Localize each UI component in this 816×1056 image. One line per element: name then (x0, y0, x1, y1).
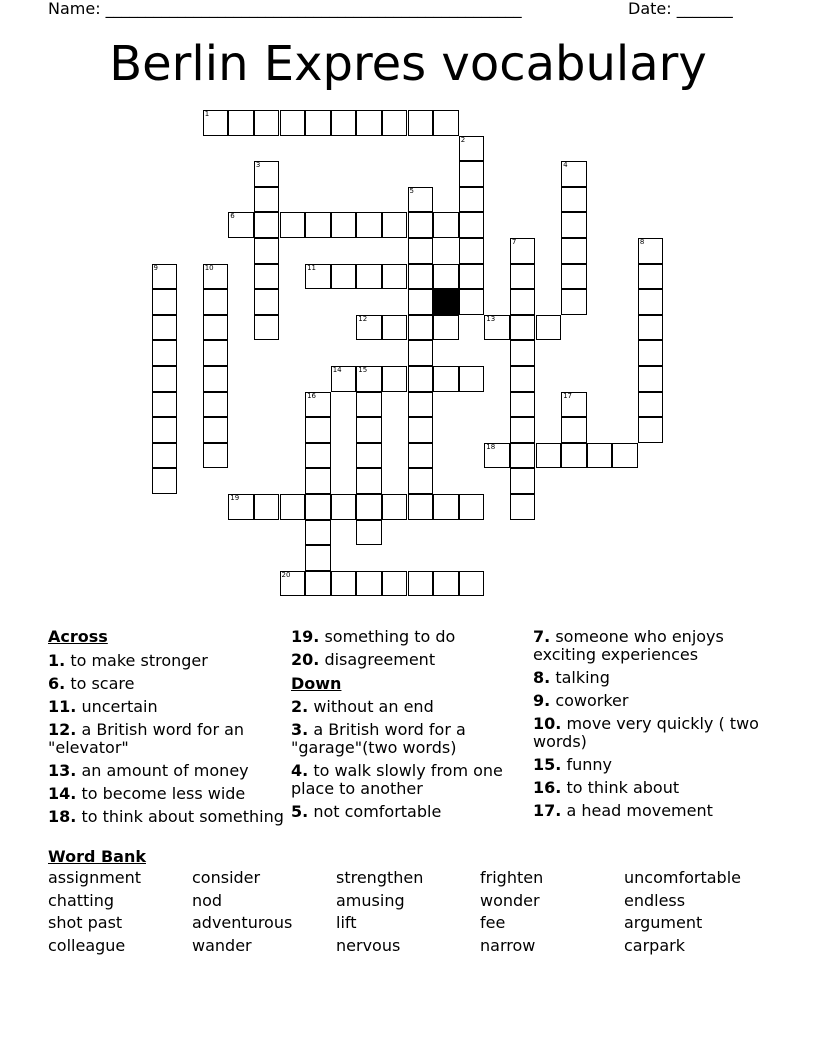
grid-cell[interactable] (356, 417, 382, 443)
grid-cell[interactable] (638, 366, 664, 392)
grid-cell[interactable] (254, 289, 280, 315)
grid-cell[interactable] (382, 366, 408, 392)
grid-cell[interactable] (638, 392, 664, 418)
grid-cell[interactable] (254, 494, 280, 520)
word-bank-word: strengthen (336, 868, 424, 887)
grid-cell[interactable] (510, 289, 536, 315)
grid-cell[interactable] (203, 315, 229, 341)
clue-down-5: 5. not comfortable (291, 802, 442, 821)
grid-cell[interactable] (510, 366, 536, 392)
grid-cell[interactable] (459, 571, 485, 597)
grid-cell[interactable] (408, 187, 434, 213)
clue-down-8: 8. talking (533, 668, 610, 687)
page-title: Berlin Expres vocabulary (109, 36, 707, 92)
grid-cell[interactable] (408, 264, 434, 290)
grid-cell[interactable] (152, 315, 178, 341)
black-square (433, 289, 459, 315)
word-bank-word: adventurous (192, 913, 293, 932)
grid-cell[interactable] (408, 212, 434, 238)
clues-column-2 (291, 628, 531, 826)
grid-cell[interactable] (459, 136, 485, 162)
clue-down-9: 9. coworker (533, 691, 629, 710)
grid-cell[interactable] (433, 571, 459, 597)
word-bank-word: endless (624, 890, 686, 910)
grid-cell[interactable] (382, 494, 408, 520)
grid-cell[interactable] (280, 494, 306, 520)
grid-cell[interactable] (408, 392, 434, 418)
grid-cell[interactable] (408, 340, 434, 366)
clue-across-11: 11. uncertain (48, 697, 158, 716)
clue-down-10: 10. move very quickly ( two words) (533, 714, 759, 751)
grid-cell[interactable] (254, 238, 280, 264)
clue-across-18: 18. to think about something (48, 807, 284, 826)
grid-cell[interactable] (305, 545, 331, 571)
clue-number: 20 (281, 570, 291, 579)
grid-cell[interactable] (561, 392, 587, 418)
grid-cell[interactable] (408, 315, 434, 341)
grid-cell[interactable] (280, 212, 306, 238)
grid-cell[interactable] (536, 443, 562, 469)
word-bank-word: wonder (480, 890, 540, 910)
grid-cell[interactable] (587, 443, 613, 469)
grid-cell[interactable] (331, 366, 357, 392)
grid-cell[interactable] (152, 264, 178, 290)
grid-cell[interactable] (561, 417, 587, 443)
grid-cell[interactable] (433, 494, 459, 520)
clue-number: 19 (230, 494, 240, 502)
grid-cell[interactable] (561, 264, 587, 290)
grid-cell[interactable] (203, 264, 229, 290)
grid-cell[interactable] (228, 494, 254, 520)
grid-cell[interactable] (408, 110, 434, 136)
grid-cell[interactable] (382, 571, 408, 597)
grid-cell[interactable] (203, 443, 229, 469)
grid-cell[interactable] (638, 238, 664, 264)
grid-cell[interactable] (484, 443, 510, 469)
grid-cell[interactable] (356, 110, 382, 136)
clue-number: 8 (639, 238, 645, 246)
grid-cell[interactable] (203, 366, 229, 392)
clue-number: 4 (563, 161, 568, 170)
clue-down-2: 2. without an end (291, 697, 434, 716)
grid-cell[interactable] (331, 571, 357, 597)
grid-cell[interactable] (408, 366, 434, 392)
grid-cell[interactable] (280, 571, 306, 597)
grid-cell[interactable] (305, 392, 331, 418)
clue-number: 17 (563, 391, 573, 400)
clues-column-3 (533, 628, 773, 825)
clue-number: 1 (204, 110, 210, 118)
grid-cell[interactable] (433, 264, 459, 290)
grid-cell[interactable] (433, 212, 459, 238)
grid-cell[interactable] (152, 468, 178, 494)
grid-cell[interactable] (254, 264, 280, 290)
clue-across-14: 14. to become less wide (48, 784, 246, 803)
grid-cell[interactable] (510, 392, 536, 418)
grid-cell[interactable] (152, 392, 178, 418)
grid-cell[interactable] (433, 315, 459, 341)
grid-cell[interactable] (331, 212, 357, 238)
grid-cell[interactable] (459, 161, 485, 187)
clue-number: 18 (486, 442, 496, 451)
grid-cell[interactable] (254, 187, 280, 213)
grid-cell[interactable] (305, 264, 331, 290)
clue-number: 7 (511, 238, 517, 246)
grid-cell[interactable] (356, 443, 382, 469)
grid-cell[interactable] (356, 468, 382, 494)
grid-cell[interactable] (382, 212, 408, 238)
word-bank-word: wander (192, 935, 252, 955)
grid-cell[interactable] (459, 494, 485, 520)
word-bank-word: uncomfortable (624, 868, 741, 887)
grid-cell[interactable] (510, 468, 536, 494)
grid-cell[interactable] (536, 315, 562, 341)
grid-cell[interactable] (203, 289, 229, 315)
clue-across-6: 6. to scare (48, 674, 135, 693)
word-bank-word: assignment (48, 868, 142, 887)
grid-cell[interactable] (254, 110, 280, 136)
grid-cell[interactable] (280, 110, 306, 136)
word-bank-word: chatting (48, 890, 115, 910)
grid-cell[interactable] (561, 161, 587, 187)
grid-cell[interactable] (638, 289, 664, 315)
clue-number: 2 (460, 135, 466, 144)
clue-across-13: 13. an amount of money (48, 761, 249, 780)
grid-cell[interactable] (152, 340, 178, 366)
across-heading: Across (48, 627, 108, 646)
grid-cell[interactable] (638, 315, 664, 341)
grid-cell[interactable] (356, 571, 382, 597)
grid-cell[interactable] (510, 238, 536, 264)
clue-down-3: 3. a British word for a "garage"(two words) (291, 720, 466, 757)
grid-cell[interactable] (510, 264, 536, 290)
word-bank-word: fee (480, 913, 506, 932)
grid-cell[interactable] (356, 366, 382, 392)
grid-cell[interactable] (459, 238, 485, 264)
grid-cell[interactable] (408, 468, 434, 494)
grid-cell[interactable] (433, 366, 459, 392)
clue-across-12: 12. a British word for an "elevator" (48, 720, 245, 757)
grid-cell[interactable] (203, 110, 229, 136)
clues-column-1 (48, 628, 288, 831)
grid-cell[interactable] (561, 238, 587, 264)
word-bank-heading: Word Bank (48, 847, 147, 866)
grid-cell[interactable] (561, 443, 587, 469)
grid-cell[interactable] (638, 264, 664, 290)
down-heading: Down (291, 674, 342, 693)
grid-cell[interactable] (203, 417, 229, 443)
grid-cell[interactable] (305, 110, 331, 136)
grid-cell[interactable] (305, 494, 331, 520)
word-bank-word: lift (336, 913, 357, 932)
grid-cell[interactable] (305, 443, 331, 469)
grid-cell[interactable] (510, 417, 536, 443)
clue-number: 12 (358, 314, 368, 323)
word-bank-word: carpark (624, 935, 685, 955)
grid-cell[interactable] (510, 443, 536, 469)
grid-cell[interactable] (152, 417, 178, 443)
grid-cell[interactable] (561, 212, 587, 238)
grid-cell[interactable] (408, 443, 434, 469)
grid-cell[interactable] (331, 264, 357, 290)
grid-cell[interactable] (356, 264, 382, 290)
clue-number: 11 (307, 263, 317, 272)
grid-cell[interactable] (254, 212, 280, 238)
grid-cell[interactable] (459, 212, 485, 238)
grid-cell[interactable] (254, 315, 280, 341)
word-bank-word: consider (192, 868, 261, 887)
grid-cell[interactable] (228, 212, 254, 238)
grid-cell[interactable] (459, 289, 485, 315)
clue-number: 3 (255, 161, 261, 170)
grid-cell[interactable] (382, 315, 408, 341)
grid-cell[interactable] (203, 340, 229, 366)
clue-down-4: 4. to walk slowly from one place to another (291, 761, 503, 798)
grid-cell[interactable] (433, 110, 459, 136)
clue-across-1: 1. to make stronger (48, 651, 208, 670)
grid-cell[interactable] (152, 443, 178, 469)
grid-cell[interactable] (356, 520, 382, 546)
grid-cell[interactable] (459, 264, 485, 290)
grid-cell[interactable] (510, 315, 536, 341)
grid-cell[interactable] (228, 110, 254, 136)
grid-cell[interactable] (408, 417, 434, 443)
grid-cell[interactable] (561, 187, 587, 213)
grid-cell[interactable] (356, 392, 382, 418)
grid-cell[interactable] (408, 571, 434, 597)
clue-across-20: 20. disagreement (291, 650, 436, 669)
grid-cell[interactable] (408, 289, 434, 315)
grid-cell[interactable] (305, 571, 331, 597)
name-field-label: Name: ____________________________________________________ (48, 0, 522, 18)
grid-cell[interactable] (203, 392, 229, 418)
word-bank-word: colleague (48, 935, 126, 955)
word-bank-word: amusing (336, 890, 405, 910)
grid-cell[interactable] (459, 366, 485, 392)
grid-cell[interactable] (382, 110, 408, 136)
word-bank-word: shot past (48, 913, 123, 932)
clue-down-15: 15. funny (533, 755, 612, 774)
grid-cell[interactable] (331, 494, 357, 520)
clue-down-16: 16. to think about (533, 778, 680, 797)
grid-cell[interactable] (356, 212, 382, 238)
grid-cell[interactable] (484, 315, 510, 341)
clue-number: 13 (486, 314, 496, 323)
clue-number: 16 (307, 391, 317, 400)
grid-cell[interactable] (408, 494, 434, 520)
grid-cell[interactable] (638, 340, 664, 366)
grid-cell[interactable] (612, 443, 638, 469)
clue-across-19: 19. something to do (291, 627, 456, 646)
clue-number: 15 (358, 366, 368, 374)
clue-number: 6 (230, 212, 235, 221)
grid-cell[interactable] (561, 289, 587, 315)
grid-cell[interactable] (510, 494, 536, 520)
clue-number: 5 (409, 186, 414, 195)
grid-cell[interactable] (356, 494, 382, 520)
word-bank-word: nervous (336, 935, 401, 955)
grid-cell[interactable] (382, 264, 408, 290)
word-bank-word: nod (192, 890, 223, 910)
grid-cell[interactable] (152, 366, 178, 392)
grid-cell[interactable] (356, 315, 382, 341)
grid-cell[interactable] (305, 417, 331, 443)
word-bank-word: narrow (480, 935, 536, 955)
grid-cell[interactable] (459, 187, 485, 213)
grid-cell[interactable] (152, 289, 178, 315)
clue-down-17: 17. a head movement (533, 801, 713, 820)
clue-down-7: 7. someone who enjoys exciting experiences (533, 627, 724, 664)
grid-cell[interactable] (331, 110, 357, 136)
grid-cell[interactable] (305, 520, 331, 546)
grid-cell[interactable] (305, 468, 331, 494)
clue-number: 14 (332, 366, 342, 374)
grid-cell[interactable] (305, 212, 331, 238)
word-bank-word: argument (624, 913, 703, 932)
clue-number: 9 (153, 263, 158, 272)
grid-cell[interactable] (638, 417, 664, 443)
word-bank-word: frighten (480, 868, 544, 887)
grid-cell[interactable] (254, 161, 280, 187)
grid-cell[interactable] (510, 340, 536, 366)
grid-cell[interactable] (408, 238, 434, 264)
clue-number: 10 (204, 263, 214, 272)
date-field-label: Date: _______ (628, 0, 733, 18)
